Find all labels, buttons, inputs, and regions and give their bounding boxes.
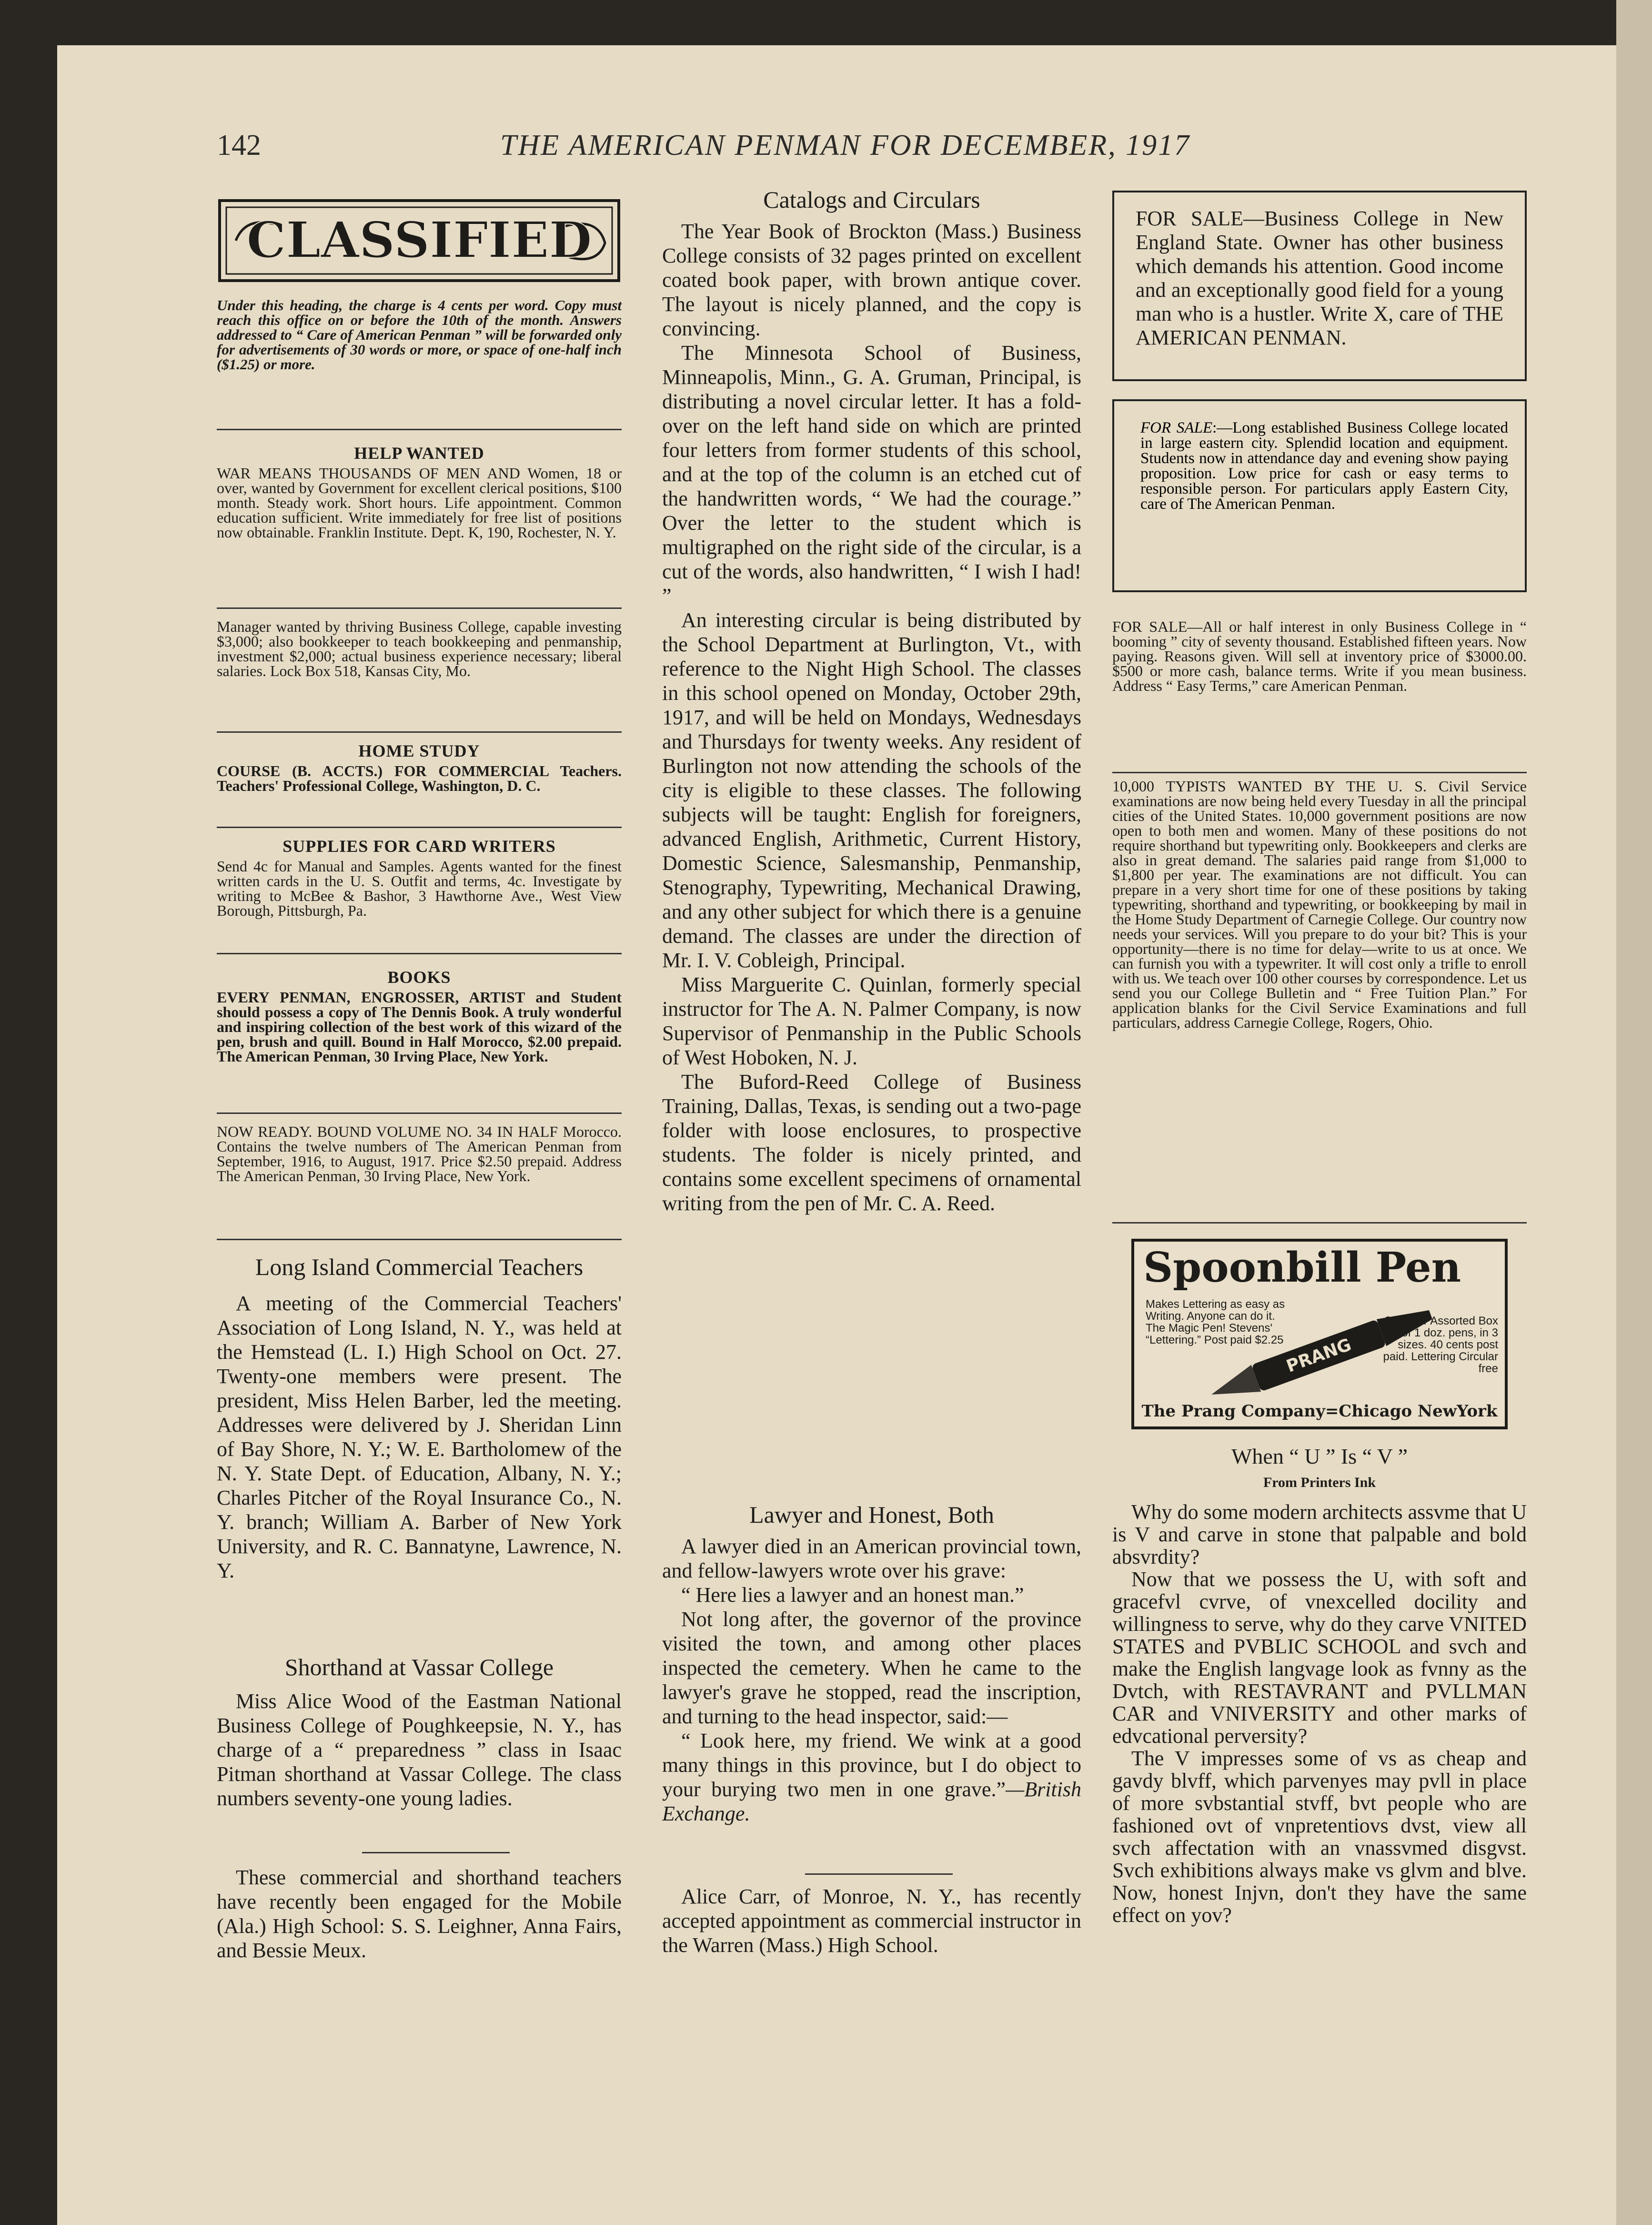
typists-ad: 10,000 TYPISTS WANTED BY THE U. S. Civil Service examinations are now being held every Tuesday in all the principal cities of the United States. 10,000 government positions are now open to both men and women. Many of these positions do not require shorthand but typewriting only. Bookkeepers and clerks are also in great demand. The salaries paid range from $1,000 to $1,800 per year. The examinations are not difficult. You can prepare in a very short time for one of these positions by taking typewriting, shorthand and typewriting, or bookkeeping by mail in the Home Study Department of Carnegie College. Our country now needs your services. Will you prepare to do your bit? This is your opportunity—there is no time for delay—write to us at once. We can furnish you with a typewriter. It will cost only a trifle to enroll with us. We teach over 100 other courses by correspondence. Let us send you our College Bulletin and “ Free Tuition Plan.” For application blanks for the Civil Service Examinations and full particulars, address Carnegie College, Rogers, Ohio.	[1112, 778, 1527, 1031]
rule	[362, 1852, 510, 1853]
spoonbill-pen-ad	[1131, 1239, 1508, 1429]
rule	[217, 1112, 622, 1114]
uv-body	[1112, 1501, 1527, 1926]
ad-pen-label: PRANG	[1284, 1335, 1354, 1376]
rule	[1112, 772, 1527, 773]
catalogs-paragraph: The Minnesota School of Business, Minneapolis, Minn., G. A. Gruman, Principal, is distributing a novel circular letter. It has a fold-over on the left hand side on which are printed four letters from former students of this school, and at the top of the column is an etched cut of the handwritten words, “ We had the courage.” Over the letter to the student which is multigraphed on the right side of the circular, is a cut of the words, also handwritten, “ I wish I had! ”	[662, 341, 1081, 607]
classified-note: Under this heading, the charge is 4 cents per word. Copy must reach this office on or before the 10th of the month. Answers addressed to “ Care of American Penman ” will be forwarded only for advertisements of 30 words or more, or space of one-half inch ($1.25) or more.	[217, 297, 622, 373]
mobile-teachers-text: These commercial and shorthand teachers have recently been engaged for the Mobile (Ala.) High School: S. S. Leighner, Anna Fairs, and Bessie Meux.	[217, 1866, 622, 1962]
rule	[217, 827, 622, 828]
long-island-title: Long Island Commercial Teachers	[255, 1254, 584, 1280]
help-wanted-ad	[217, 443, 622, 540]
ad-right-text: Send for Assorted Box of 1 doz. pens, in 3 sizes. 40 cents post paid. Lettering Circular free	[1383, 1315, 1498, 1375]
uv-paragraph: Now that we possess the U, with soft and gracefvl cvrve, of vnexcelled docility and willingness to serve, why do they carve VNITED STATES and PVBLIC SCHOOL and svch and make the English langvage look as fvnny as the Dvtch, with RESTAVRANT and PVLLMAN CAR and VNIVERSITY and other marks of edvcational perversity?	[1112, 1568, 1527, 1748]
lawyer-paragraph	[662, 1729, 1081, 1826]
help-wanted-text: WAR MEANS THOUSANDS OF MEN AND Women, 18 or over, wanted by Government for excellent clerical positions, $100 month. Steady work. Short hours. Life appointment. Common education sufficient. Write immediately for free list of positions now obtainable. Franklin Institute. Dept. K, 190, Rochester, N. Y.	[217, 465, 622, 541]
rule	[217, 607, 622, 609]
shorthand-text: Miss Alice Wood of the Eastman National Business College of Poughkeepsie, N. Y., has charge of a “ preparedness ” class in Isaac Pitman shorthand at Vassar College. The class numbers seventy-one young ladies.	[217, 1689, 622, 1810]
rule	[217, 953, 622, 954]
for-sale-ad-2	[1112, 399, 1527, 592]
lawyer-title: Lawyer and Honest, Both	[749, 1501, 994, 1528]
rule	[217, 1239, 622, 1240]
uv-paragraph: The V impresses some of vs as cheap and gavdy blvff, which parvenyes may pvll in place of more svbstantial stvff, bvt people who are fashioned ovt of vnpretentiovs dvst, view all svch affectation with an vnassvmed disgvst. Svch exhibitions always make vs glvm and blve. Now, honest Injvn, don't they have the same effect on yov?	[1112, 1747, 1527, 1927]
supplies-title: SUPPLIES FOR CARD WRITERS	[282, 837, 556, 856]
rule	[217, 429, 622, 430]
ad-left-text: Makes Lettering as easy as Writing. Anyone can do it. The Magic Pen! Stevens' “Lettering.” Post paid $2.25	[1146, 1298, 1285, 1346]
home-study-text: COURSE (B. ACCTS.) FOR COMMERCIAL Teachers. Teachers' Professional College, Washington, D. C.	[217, 762, 622, 794]
books-text: EVERY PENMAN, ENGROSSER, ARTIST and Student should possess a copy of The Dennis Book. A truly wonderful and inspiring collection of the best work of this wizard of the pen, brush and quill. Bound in Half Morocco, $2.00 prepaid. The American Penman, 30 Irving Place, New York.	[217, 989, 622, 1065]
catalogs-title: Catalogs and Circulars	[763, 186, 980, 213]
long-island-text: A meeting of the Commercial Teachers' Association of Long Island, N. Y., was held at the Hemstead (L. I.) High School on Oct. 27. Twenty-one members were present. The president, Miss Helen Barber, led the meeting. Addresses were delivered by J. Sheridan Linn of Bay Shore, N. Y.; W. E. Bartholomew of the N. Y. State Dept. of Education, Albany, N. Y.; Charles Pitcher of the Royal Insurance Co., N. Y. branch; William A. Barber of New York University, and R. C. Bannatyne, Lawrence, N. Y.	[217, 1292, 622, 1582]
lawyer-quote: “ Look here, my friend. We wink at a good many things in this province, but I do object to your burying two men in one grave.”	[662, 1729, 1081, 1801]
running-title: THE AMERICAN PENMAN FOR DECEMBER, 1917	[500, 129, 1191, 162]
now-ready-ad: NOW READY. BOUND VOLUME NO. 34 IN HALF Morocco. Contains the twelve numbers of The American Penman from September, 1916, to August, 1917. Price $2.50 prepaid. Address The American Penman, 30 Irving Place, New York.	[217, 1123, 622, 1184]
catalogs-body	[662, 219, 1081, 1215]
ad-title: Spoonbill Pen	[1143, 1244, 1461, 1292]
ad-footer: The Prang Company=Chicago NewYork	[1141, 1402, 1498, 1421]
supplies-text: Send 4c for Manual and Samples. Agents wanted for the finest written cards in the U. S. Outfit and terms, 4c. Investigate by writing to McBee & Bashor, 3 Hawthorne Ave., West View Borough, Pittsburgh, Pa.	[217, 858, 622, 919]
alice-carr-text: Alice Carr, of Monroe, N. Y., has recently accepted appointment as commercial instructor in the Warren (Mass.) High School.	[662, 1885, 1081, 1957]
supplies-ad	[217, 836, 622, 918]
lawyer-paragraph: A lawyer died in an American provincial town, and fellow-lawyers wrote over his grave:	[662, 1535, 1081, 1582]
page-edge	[1616, 0, 1652, 2225]
uv-paragraph: Why do some modern architects assvme that U is V and carve in stone that palpable and bold absvrdity?	[1112, 1500, 1527, 1568]
for-sale-ad-1	[1112, 191, 1527, 381]
catalogs-paragraph: Miss Marguerite C. Quinlan, formerly special instructor for The A. N. Palmer Company, is now Supervisor of Penmanship in the Public Schools of West Hoboken, N. J.	[662, 973, 1081, 1069]
for-sale-body: :—Long established Business College located in large eastern city. Splendid location and equipment. Students now in attendance day and evening show paying proposition. Low price for cash or easy terms to responsible person. For particulars apply Eastern City, care of The American Penman.	[1140, 419, 1508, 513]
lawyer-paragraph: “ Here lies a lawyer and an honest man.”	[681, 1583, 1024, 1607]
rule	[1112, 1222, 1527, 1224]
for-sale-label: FOR SALE	[1140, 419, 1213, 436]
catalogs-paragraph: The Buford-Reed College of Business Training, Dallas, Texas, is sending out a two-page folder with loose enclosures, to prospective students. The folder is nicely printed, and contains some excellent specimens of ornamental writing from the pen of Mr. C. A. Reed.	[662, 1070, 1081, 1215]
for-sale-ad-3: FOR SALE—All or half interest in only Business College in “ booming ” city of seventy thousand. Established fifteen years. Now paying. Reasons given. Will sell at inventory price of $3000.00. $500 or more cash, balance terms. Write if you mean business. Address “ Easy Terms,” care American Penman.	[1112, 618, 1527, 694]
home-study-title: HOME STUDY	[358, 741, 480, 760]
classified-logo	[217, 198, 622, 283]
lawyer-body	[662, 1534, 1081, 1826]
uv-title: When “ U ” Is “ V ”	[1231, 1444, 1408, 1468]
classified-logo-text: CLASSIFIED	[246, 211, 592, 269]
manager-ad: Manager wanted by thriving Business College, capable investing $3,000; also bookkeeper to teach bookkeeping and penmanship, investment $2,000; actual business experience necessary; liberal salaries. Lock Box 518, Kansas City, Mo.	[217, 618, 622, 679]
shorthand-title: Shorthand at Vassar College	[284, 1654, 554, 1680]
lawyer-paragraph: Not long after, the governor of the province visited the town, and among other places inspected the cemetery. When he came to the lawyer's grave he stopped, read the inscription, and turning to the head inspector, said:—	[662, 1608, 1081, 1728]
uv-source: From Printers Ink	[1263, 1475, 1376, 1490]
for-sale-ad-2-text	[1114, 401, 1525, 512]
catalogs-paragraph: An interesting circular is being distributed by the School Department at Burlington, Vt., with reference to the Night High School. The classes in this school opened on Monday, October 29th, 1917, and will be held on Mondays, Wednesdays and Thursdays for twenty weeks. Any resident of Burlington not now attending the schools of the city is eligible to these classes. The following subjects will be taught: English for foreigners, advanced English, Arithmetic, Current History, Domestic Science, Salesmanship, Penmanship, Stenography, Typewriting, Mechanical Drawing, and any other subject for which there is a genuine demand. The classes are under the direction of Mr. I. V. Cobleigh, Principal.	[662, 608, 1081, 972]
page-number: 142	[217, 129, 261, 162]
catalogs-paragraph: The Year Book of Brockton (Mass.) Business College consists of 32 pages printed on excellent coated book paper, with brown antique cover. The layout is nicely planned, and the copy is convincing.	[662, 220, 1081, 340]
help-wanted-title: HELP WANTED	[354, 444, 484, 463]
books-ad	[217, 967, 622, 1064]
books-title: BOOKS	[387, 968, 451, 987]
for-sale-ad-1-text: FOR SALE—Business College in New England State. Owner has other business which demands his attention. Good income and an exceptionally good field for a young man who is a hustler. Write X, care of THE AMERICAN PENMAN.	[1136, 207, 1503, 349]
rule	[805, 1873, 953, 1875]
rule	[217, 731, 622, 733]
lawyer-source: —British Exchange.	[662, 1778, 1081, 1825]
home-study-ad	[217, 741, 622, 793]
